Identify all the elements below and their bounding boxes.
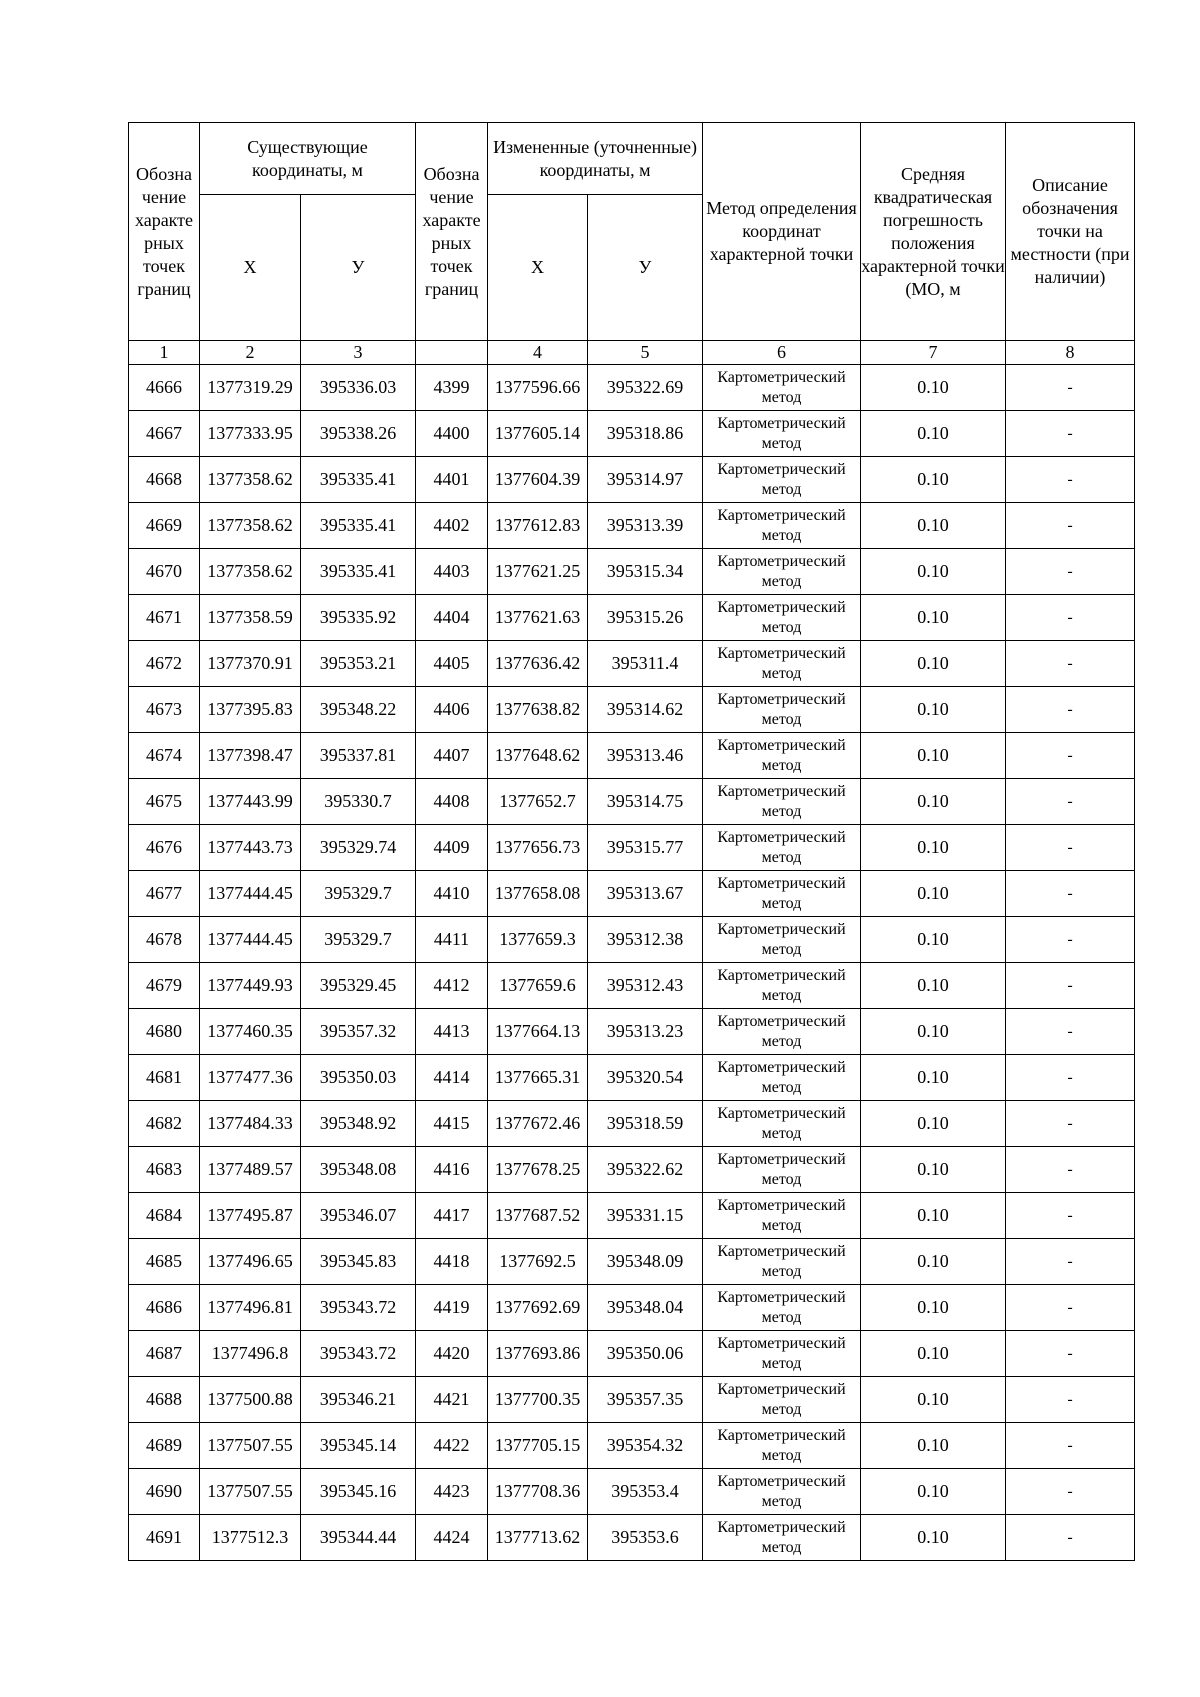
cell-description: - <box>1006 411 1135 457</box>
cell-description: - <box>1006 1423 1135 1469</box>
column-number: 1 <box>129 341 200 365</box>
cell-point-existing: 4667 <box>129 411 200 457</box>
cell-point-changed: 4399 <box>416 365 488 411</box>
table-row <box>129 963 1135 1009</box>
cell-error: 0.10 <box>861 687 1006 733</box>
cell-point-existing: 4668 <box>129 457 200 503</box>
cell-error: 0.10 <box>861 1515 1006 1561</box>
cell-error: 0.10 <box>861 1055 1006 1101</box>
cell-x-changed: 1377659.3 <box>488 917 588 963</box>
cell-error: 0.10 <box>861 733 1006 779</box>
cell-point-existing: 4677 <box>129 871 200 917</box>
cell-point-existing: 4669 <box>129 503 200 549</box>
cell-method: Картометрический метод <box>703 1285 861 1331</box>
cell-x-changed: 1377605.14 <box>488 411 588 457</box>
cell-x-existing: 1377370.91 <box>200 641 301 687</box>
cell-description: - <box>1006 733 1135 779</box>
cell-method: Картометрический метод <box>703 1055 861 1101</box>
cell-point-changed: 4417 <box>416 1193 488 1239</box>
cell-y-changed: 395350.06 <box>588 1331 703 1377</box>
table-row <box>129 1101 1135 1147</box>
table-row <box>129 365 1135 411</box>
cell-description: - <box>1006 1515 1135 1561</box>
cell-x-existing: 1377512.3 <box>200 1515 301 1561</box>
cell-point-existing: 4676 <box>129 825 200 871</box>
cell-point-changed: 4400 <box>416 411 488 457</box>
header-changed-coordinates: Измененные (уточненные) координаты, м <box>488 123 703 195</box>
cell-x-existing: 1377319.29 <box>200 365 301 411</box>
cell-y-changed: 395314.62 <box>588 687 703 733</box>
cell-method: Картометрический метод <box>703 779 861 825</box>
table-row <box>129 1331 1135 1377</box>
cell-point-existing: 4682 <box>129 1101 200 1147</box>
cell-point-changed: 4406 <box>416 687 488 733</box>
cell-y-changed: 395312.43 <box>588 963 703 1009</box>
cell-point-existing: 4674 <box>129 733 200 779</box>
cell-y-existing: 395357.32 <box>301 1009 416 1055</box>
cell-x-existing: 1377477.36 <box>200 1055 301 1101</box>
cell-method: Картометрический метод <box>703 503 861 549</box>
cell-method: Картометрический метод <box>703 595 861 641</box>
cell-point-existing: 4684 <box>129 1193 200 1239</box>
cell-y-existing: 395353.21 <box>301 641 416 687</box>
cell-description: - <box>1006 1009 1135 1055</box>
table-row <box>129 1239 1135 1285</box>
cell-y-existing: 395335.41 <box>301 503 416 549</box>
cell-x-changed: 1377708.36 <box>488 1469 588 1515</box>
table-row <box>129 733 1135 779</box>
cell-y-existing: 395343.72 <box>301 1285 416 1331</box>
cell-y-changed: 395314.97 <box>588 457 703 503</box>
cell-x-changed: 1377658.08 <box>488 871 588 917</box>
cell-y-existing: 395345.16 <box>301 1469 416 1515</box>
cell-description: - <box>1006 1377 1135 1423</box>
cell-point-existing: 4683 <box>129 1147 200 1193</box>
cell-description: - <box>1006 365 1135 411</box>
cell-point-existing: 4688 <box>129 1377 200 1423</box>
cell-method: Картометрический метод <box>703 1377 861 1423</box>
header-existing-y: У <box>301 195 416 341</box>
table-row <box>129 641 1135 687</box>
cell-error: 0.10 <box>861 963 1006 1009</box>
cell-error: 0.10 <box>861 779 1006 825</box>
cell-point-existing: 4671 <box>129 595 200 641</box>
cell-error: 0.10 <box>861 641 1006 687</box>
cell-x-existing: 1377500.88 <box>200 1377 301 1423</box>
cell-y-changed: 395353.4 <box>588 1469 703 1515</box>
cell-point-changed: 4424 <box>416 1515 488 1561</box>
cell-method: Картометрический метод <box>703 825 861 871</box>
header-existing-x: Х <box>200 195 301 341</box>
cell-x-changed: 1377659.6 <box>488 963 588 1009</box>
cell-method: Картометрический метод <box>703 1009 861 1055</box>
cell-x-changed: 1377604.39 <box>488 457 588 503</box>
cell-method: Картометрический метод <box>703 687 861 733</box>
cell-error: 0.10 <box>861 549 1006 595</box>
cell-description: - <box>1006 1147 1135 1193</box>
cell-x-changed: 1377656.73 <box>488 825 588 871</box>
column-number: 2 <box>200 341 301 365</box>
cell-method: Картометрический метод <box>703 457 861 503</box>
cell-x-changed: 1377665.31 <box>488 1055 588 1101</box>
cell-description: - <box>1006 1469 1135 1515</box>
cell-point-existing: 4673 <box>129 687 200 733</box>
cell-description: - <box>1006 871 1135 917</box>
cell-point-changed: 4415 <box>416 1101 488 1147</box>
cell-method: Картометрический метод <box>703 871 861 917</box>
cell-method: Картометрический метод <box>703 1331 861 1377</box>
cell-error: 0.10 <box>861 1285 1006 1331</box>
cell-description: - <box>1006 779 1135 825</box>
cell-description: - <box>1006 1193 1135 1239</box>
cell-error: 0.10 <box>861 411 1006 457</box>
cell-point-changed: 4412 <box>416 963 488 1009</box>
cell-point-existing: 4687 <box>129 1331 200 1377</box>
cell-x-existing: 1377398.47 <box>200 733 301 779</box>
column-number: 8 <box>1006 341 1135 365</box>
cell-point-changed: 4418 <box>416 1239 488 1285</box>
cell-error: 0.10 <box>861 1331 1006 1377</box>
table-row <box>129 595 1135 641</box>
cell-y-existing: 395345.83 <box>301 1239 416 1285</box>
cell-x-existing: 1377507.55 <box>200 1423 301 1469</box>
cell-y-changed: 395353.6 <box>588 1515 703 1561</box>
cell-x-changed: 1377692.69 <box>488 1285 588 1331</box>
cell-x-changed: 1377638.82 <box>488 687 588 733</box>
coordinates-table <box>128 122 1135 1561</box>
cell-description: - <box>1006 687 1135 733</box>
cell-y-changed: 395313.46 <box>588 733 703 779</box>
cell-error: 0.10 <box>861 457 1006 503</box>
cell-point-changed: 4422 <box>416 1423 488 1469</box>
cell-method: Картометрический метод <box>703 733 861 779</box>
cell-description: - <box>1006 825 1135 871</box>
cell-point-existing: 4672 <box>129 641 200 687</box>
header-point-designation-changed: Обозна чение характе рных точек границ <box>416 123 488 341</box>
cell-x-changed: 1377621.25 <box>488 549 588 595</box>
cell-x-existing: 1377496.65 <box>200 1239 301 1285</box>
cell-y-existing: 395336.03 <box>301 365 416 411</box>
cell-y-existing: 395330.7 <box>301 779 416 825</box>
cell-method: Картометрический метод <box>703 1469 861 1515</box>
cell-error: 0.10 <box>861 1009 1006 1055</box>
cell-y-changed: 395315.77 <box>588 825 703 871</box>
cell-point-changed: 4420 <box>416 1331 488 1377</box>
cell-x-changed: 1377713.62 <box>488 1515 588 1561</box>
cell-x-existing: 1377484.33 <box>200 1101 301 1147</box>
cell-point-changed: 4411 <box>416 917 488 963</box>
cell-x-changed: 1377636.42 <box>488 641 588 687</box>
cell-y-changed: 395348.09 <box>588 1239 703 1285</box>
cell-error: 0.10 <box>861 595 1006 641</box>
cell-y-changed: 395322.62 <box>588 1147 703 1193</box>
cell-y-changed: 395314.75 <box>588 779 703 825</box>
cell-error: 0.10 <box>861 1147 1006 1193</box>
cell-method: Картометрический метод <box>703 1423 861 1469</box>
cell-y-existing: 395346.21 <box>301 1377 416 1423</box>
cell-description: - <box>1006 503 1135 549</box>
cell-x-existing: 1377444.45 <box>200 917 301 963</box>
cell-point-changed: 4421 <box>416 1377 488 1423</box>
table-row <box>129 871 1135 917</box>
cell-x-changed: 1377621.63 <box>488 595 588 641</box>
cell-y-existing: 395348.92 <box>301 1101 416 1147</box>
cell-method: Картометрический метод <box>703 641 861 687</box>
cell-point-changed: 4408 <box>416 779 488 825</box>
cell-x-existing: 1377333.95 <box>200 411 301 457</box>
column-number: 4 <box>488 341 588 365</box>
column-number: 6 <box>703 341 861 365</box>
table-row <box>129 1055 1135 1101</box>
cell-x-changed: 1377693.86 <box>488 1331 588 1377</box>
cell-y-changed: 395348.04 <box>588 1285 703 1331</box>
column-number: 5 <box>588 341 703 365</box>
cell-y-changed: 395313.23 <box>588 1009 703 1055</box>
cell-description: - <box>1006 1285 1135 1331</box>
cell-x-existing: 1377495.87 <box>200 1193 301 1239</box>
cell-method: Картометрический метод <box>703 1101 861 1147</box>
cell-description: - <box>1006 963 1135 1009</box>
cell-x-existing: 1377358.59 <box>200 595 301 641</box>
cell-y-changed: 395331.15 <box>588 1193 703 1239</box>
cell-y-existing: 395344.44 <box>301 1515 416 1561</box>
cell-method: Картометрический метод <box>703 365 861 411</box>
cell-point-changed: 4414 <box>416 1055 488 1101</box>
cell-method: Картометрический метод <box>703 963 861 1009</box>
table-row <box>129 1009 1135 1055</box>
cell-point-changed: 4409 <box>416 825 488 871</box>
header-changed-x: Х <box>488 195 588 341</box>
cell-y-changed: 395354.32 <box>588 1423 703 1469</box>
cell-error: 0.10 <box>861 1469 1006 1515</box>
cell-point-changed: 4403 <box>416 549 488 595</box>
header-point-designation: Обозна чение характе рных точек границ <box>129 123 200 341</box>
cell-y-changed: 395320.54 <box>588 1055 703 1101</box>
table-row <box>129 1423 1135 1469</box>
header-method: Метод определения координат характерной точки <box>703 123 861 341</box>
cell-point-existing: 4681 <box>129 1055 200 1101</box>
table-row <box>129 1469 1135 1515</box>
cell-error: 0.10 <box>861 917 1006 963</box>
cell-error: 0.10 <box>861 825 1006 871</box>
cell-point-changed: 4413 <box>416 1009 488 1055</box>
cell-point-existing: 4689 <box>129 1423 200 1469</box>
cell-method: Картометрический метод <box>703 549 861 595</box>
cell-y-existing: 395337.81 <box>301 733 416 779</box>
cell-point-existing: 4670 <box>129 549 200 595</box>
cell-y-existing: 395329.7 <box>301 917 416 963</box>
cell-point-changed: 4416 <box>416 1147 488 1193</box>
cell-method: Картометрический метод <box>703 1147 861 1193</box>
header-changed-y: У <box>588 195 703 341</box>
cell-point-existing: 4691 <box>129 1515 200 1561</box>
column-numbers-row <box>129 341 1135 365</box>
cell-error: 0.10 <box>861 1101 1006 1147</box>
cell-y-changed: 395322.69 <box>588 365 703 411</box>
cell-y-changed: 395315.26 <box>588 595 703 641</box>
cell-error: 0.10 <box>861 1193 1006 1239</box>
header-error: Средняя квадратическая погрешность положения характерной точки (МО, м <box>861 123 1006 341</box>
cell-point-existing: 4690 <box>129 1469 200 1515</box>
cell-error: 0.10 <box>861 1239 1006 1285</box>
cell-y-existing: 395350.03 <box>301 1055 416 1101</box>
cell-method: Картометрический метод <box>703 1193 861 1239</box>
cell-point-changed: 4407 <box>416 733 488 779</box>
header-description: Описание обозначения точки на местности (при наличии) <box>1006 123 1135 341</box>
cell-method: Картометрический метод <box>703 411 861 457</box>
cell-y-changed: 395318.86 <box>588 411 703 457</box>
cell-error: 0.10 <box>861 871 1006 917</box>
table-row <box>129 1193 1135 1239</box>
column-number: 7 <box>861 341 1006 365</box>
cell-y-existing: 395329.45 <box>301 963 416 1009</box>
cell-description: - <box>1006 641 1135 687</box>
cell-y-existing: 395343.72 <box>301 1331 416 1377</box>
cell-description: - <box>1006 549 1135 595</box>
cell-y-changed: 395312.38 <box>588 917 703 963</box>
cell-x-changed: 1377687.52 <box>488 1193 588 1239</box>
cell-point-changed: 4419 <box>416 1285 488 1331</box>
cell-x-existing: 1377443.99 <box>200 779 301 825</box>
cell-description: - <box>1006 1331 1135 1377</box>
cell-point-existing: 4679 <box>129 963 200 1009</box>
cell-y-changed: 395313.39 <box>588 503 703 549</box>
table-row <box>129 411 1135 457</box>
table-row <box>129 457 1135 503</box>
cell-x-existing: 1377496.81 <box>200 1285 301 1331</box>
cell-y-existing: 395338.26 <box>301 411 416 457</box>
cell-x-existing: 1377443.73 <box>200 825 301 871</box>
column-number <box>416 341 488 365</box>
table-row <box>129 917 1135 963</box>
cell-x-existing: 1377507.55 <box>200 1469 301 1515</box>
cell-error: 0.10 <box>861 365 1006 411</box>
header-existing-coordinates: Существующие координаты, м <box>200 123 416 195</box>
cell-description: - <box>1006 1101 1135 1147</box>
table-row <box>129 549 1135 595</box>
cell-point-existing: 4666 <box>129 365 200 411</box>
table-row <box>129 1285 1135 1331</box>
cell-y-changed: 395318.59 <box>588 1101 703 1147</box>
cell-point-changed: 4405 <box>416 641 488 687</box>
table-row <box>129 779 1135 825</box>
cell-y-changed: 395357.35 <box>588 1377 703 1423</box>
cell-error: 0.10 <box>861 1377 1006 1423</box>
cell-y-changed: 395313.67 <box>588 871 703 917</box>
cell-point-existing: 4685 <box>129 1239 200 1285</box>
cell-x-changed: 1377672.46 <box>488 1101 588 1147</box>
cell-y-existing: 395335.41 <box>301 457 416 503</box>
cell-y-existing: 395348.08 <box>301 1147 416 1193</box>
cell-y-changed: 395311.4 <box>588 641 703 687</box>
cell-description: - <box>1006 457 1135 503</box>
cell-description: - <box>1006 1239 1135 1285</box>
cell-description: - <box>1006 595 1135 641</box>
cell-x-existing: 1377444.45 <box>200 871 301 917</box>
cell-y-existing: 395335.41 <box>301 549 416 595</box>
table-row <box>129 1377 1135 1423</box>
cell-method: Картометрический метод <box>703 1239 861 1285</box>
cell-x-changed: 1377678.25 <box>488 1147 588 1193</box>
cell-point-existing: 4678 <box>129 917 200 963</box>
document-page <box>128 122 1134 1561</box>
cell-x-changed: 1377612.83 <box>488 503 588 549</box>
cell-y-existing: 395345.14 <box>301 1423 416 1469</box>
cell-method: Картометрический метод <box>703 1515 861 1561</box>
cell-x-existing: 1377358.62 <box>200 457 301 503</box>
table-row <box>129 687 1135 733</box>
cell-x-changed: 1377664.13 <box>488 1009 588 1055</box>
cell-point-existing: 4680 <box>129 1009 200 1055</box>
cell-x-existing: 1377449.93 <box>200 963 301 1009</box>
table-row <box>129 503 1135 549</box>
cell-y-existing: 395335.92 <box>301 595 416 641</box>
cell-point-changed: 4401 <box>416 457 488 503</box>
cell-point-existing: 4675 <box>129 779 200 825</box>
cell-point-changed: 4410 <box>416 871 488 917</box>
cell-description: - <box>1006 1055 1135 1101</box>
cell-x-changed: 1377692.5 <box>488 1239 588 1285</box>
table-row <box>129 1515 1135 1561</box>
cell-x-existing: 1377358.62 <box>200 503 301 549</box>
cell-point-changed: 4402 <box>416 503 488 549</box>
cell-error: 0.10 <box>861 1423 1006 1469</box>
cell-point-changed: 4423 <box>416 1469 488 1515</box>
cell-point-changed: 4404 <box>416 595 488 641</box>
table-row <box>129 825 1135 871</box>
cell-error: 0.10 <box>861 503 1006 549</box>
cell-x-existing: 1377395.83 <box>200 687 301 733</box>
cell-x-changed: 1377648.62 <box>488 733 588 779</box>
cell-x-existing: 1377489.57 <box>200 1147 301 1193</box>
cell-method: Картометрический метод <box>703 917 861 963</box>
cell-y-existing: 395348.22 <box>301 687 416 733</box>
cell-x-existing: 1377460.35 <box>200 1009 301 1055</box>
cell-point-existing: 4686 <box>129 1285 200 1331</box>
cell-x-existing: 1377496.8 <box>200 1331 301 1377</box>
cell-y-existing: 395329.7 <box>301 871 416 917</box>
cell-x-changed: 1377652.7 <box>488 779 588 825</box>
cell-x-changed: 1377596.66 <box>488 365 588 411</box>
cell-description: - <box>1006 917 1135 963</box>
column-number: 3 <box>301 341 416 365</box>
cell-x-existing: 1377358.62 <box>200 549 301 595</box>
cell-x-changed: 1377700.35 <box>488 1377 588 1423</box>
cell-y-existing: 395346.07 <box>301 1193 416 1239</box>
cell-y-existing: 395329.74 <box>301 825 416 871</box>
table-body <box>129 365 1135 1561</box>
table-row <box>129 1147 1135 1193</box>
cell-y-changed: 395315.34 <box>588 549 703 595</box>
cell-x-changed: 1377705.15 <box>488 1423 588 1469</box>
